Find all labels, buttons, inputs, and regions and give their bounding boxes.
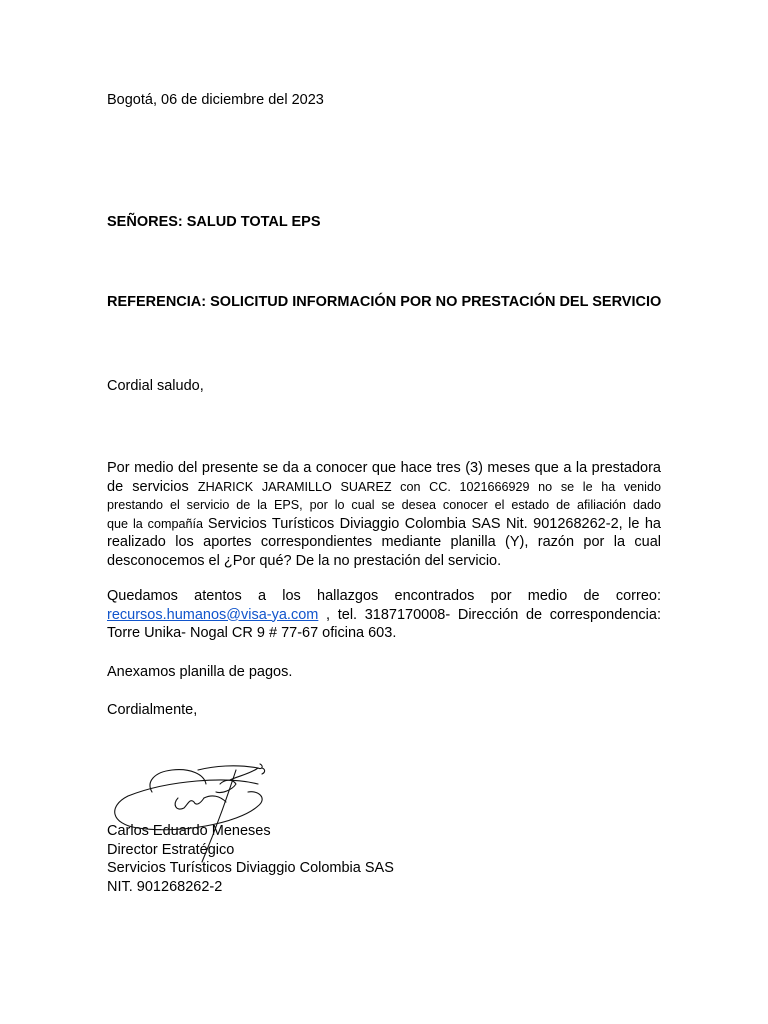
letter-annex: Anexamos planilla de pagos. xyxy=(107,664,293,680)
body2-line-2 xyxy=(107,606,661,625)
handwritten-signature xyxy=(108,754,278,864)
body1-line-2-end: ZHARICK JARAMILLO SUAREZ con CC. 1021666929 no se le ha venido xyxy=(197,479,661,494)
letter-reference: REFERENCIA: SOLICITUD INFORMACIÓN POR NO PRESTACIÓN DEL SERVICIO xyxy=(107,294,662,310)
body2-line-1: Quedamos atentos a los hallazgos encontrados por medio de correo: xyxy=(107,588,661,604)
body1-line-4-end: Servicios Turísticos Diviaggio Colombia SAS Nit. 901268262-2, le ha xyxy=(207,515,661,532)
letter-closing: Cordialmente, xyxy=(107,702,198,718)
body1-line-4 xyxy=(107,515,661,534)
letter-body-paragraph-1 xyxy=(107,459,661,570)
body1-line-2-start: de servicios xyxy=(107,478,198,495)
letter-addressee: SEÑORES: SALUD TOTAL EPS xyxy=(107,214,321,230)
body1-line-3: prestando el servicio de la EPS, por lo cual se desea conocer el estado de afiliación dado xyxy=(107,498,661,512)
letter-date: Bogotá, 06 de diciembre del 2023 xyxy=(107,92,324,108)
signer-name: Carlos Eduardo Meneses xyxy=(107,823,271,839)
signer-company: Servicios Turísticos Diviaggio Colombia SAS xyxy=(107,860,394,876)
email-link[interactable]: recursos.humanos@visa-ya.com xyxy=(107,606,319,623)
letter-body-paragraph-2 xyxy=(107,587,661,643)
body1-line-1: Por medio del presente se da a conocer que hace tres (3) meses que a la prestadora xyxy=(107,460,661,476)
body1-line-2 xyxy=(107,478,661,497)
body1-line-6: desconocemos el ¿Por qué? De la no prestación del servicio. xyxy=(107,552,502,569)
letter-greeting: Cordial saludo, xyxy=(107,378,204,394)
body2-line-2-rest: , tel. 3187170008- Dirección de correspondencia: xyxy=(318,606,661,623)
body1-line-5: realizado los aportes correspondientes mediante planilla (Y), razón por la cual xyxy=(107,534,661,550)
signer-title: Director Estratégico xyxy=(107,841,235,858)
body1-line-4-start: que la compañía xyxy=(107,516,208,531)
signer-nit: NIT. 901268262-2 xyxy=(107,878,223,895)
body2-line-3: Torre Unika- Nogal CR 9 # 77-67 oficina 603. xyxy=(107,625,397,641)
